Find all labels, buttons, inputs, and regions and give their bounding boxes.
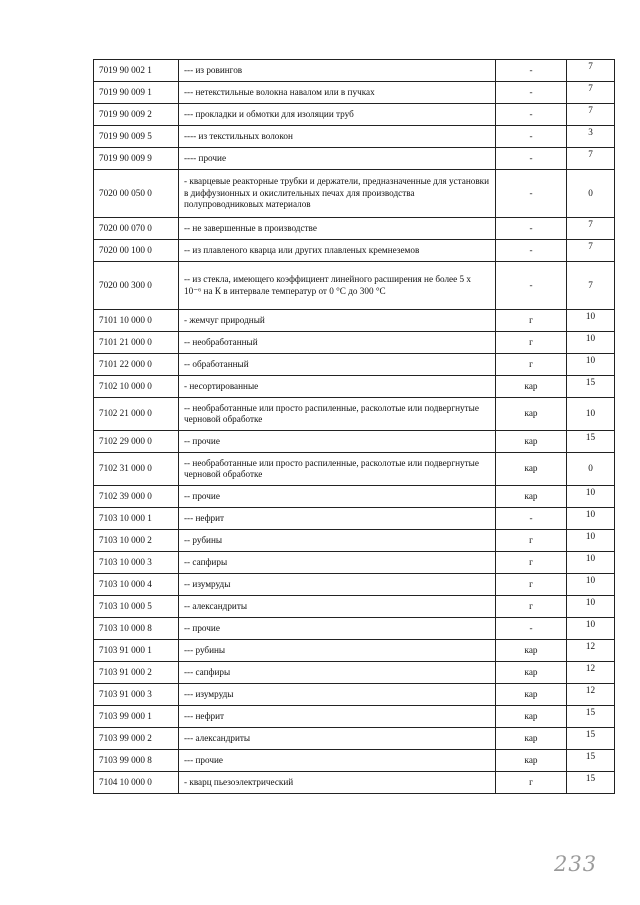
table-row — [94, 596, 615, 618]
table-row — [94, 552, 615, 574]
table-row — [94, 262, 615, 310]
code-cell: 7020 00 070 0 — [94, 218, 179, 240]
description-cell: --- нефрит — [179, 706, 496, 728]
code-cell: 7102 10 000 0 — [94, 376, 179, 398]
unit-cell: кар — [496, 662, 567, 684]
table-row — [94, 706, 615, 728]
table-row — [94, 148, 615, 170]
table-row — [94, 508, 615, 530]
unit-cell: кар — [496, 398, 567, 431]
rate-cell: 15 — [567, 376, 615, 398]
table-row — [94, 60, 615, 82]
rate-cell: 10 — [567, 596, 615, 618]
rate-cell: 10 — [567, 332, 615, 354]
description-cell: --- прочие — [179, 750, 496, 772]
rate-cell: 10 — [567, 618, 615, 640]
code-cell: 7019 90 009 2 — [94, 104, 179, 126]
rate-cell: 7 — [567, 240, 615, 262]
table-row — [94, 354, 615, 376]
description-cell: -- не завершенные в производстве — [179, 218, 496, 240]
description-cell: -- рубины — [179, 530, 496, 552]
description-cell: - кварц пьезоэлектрический — [179, 772, 496, 794]
description-cell: -- из плавленого кварца или других плавленых кремнеземов — [179, 240, 496, 262]
unit-cell: кар — [496, 750, 567, 772]
code-cell: 7101 22 000 0 — [94, 354, 179, 376]
unit-cell: г — [496, 574, 567, 596]
code-cell: 7102 21 000 0 — [94, 398, 179, 431]
table-row — [94, 398, 615, 431]
code-cell: 7103 10 000 3 — [94, 552, 179, 574]
description-cell: -- необработанные или просто распиленные, расколотые или подвергнутые черновой обработке — [179, 398, 496, 431]
code-cell: 7103 99 000 2 — [94, 728, 179, 750]
description-cell: ---- из текстильных волокон — [179, 126, 496, 148]
rate-cell: 12 — [567, 640, 615, 662]
code-cell: 7103 99 000 8 — [94, 750, 179, 772]
unit-cell: г — [496, 552, 567, 574]
description-cell: --- нетекстильные волокна навалом или в пучках — [179, 82, 496, 104]
tariff-table-body — [94, 60, 615, 794]
rate-cell: 7 — [567, 104, 615, 126]
rate-cell: 10 — [567, 574, 615, 596]
code-cell: 7103 10 000 1 — [94, 508, 179, 530]
description-cell: - кварцевые реакторные трубки и держатели, предназначенные для установки в диффузионных и окислительных печах для производства полупроводниковых материалов — [179, 170, 496, 218]
code-cell: 7102 29 000 0 — [94, 431, 179, 453]
code-cell: 7019 90 009 1 — [94, 82, 179, 104]
unit-cell: кар — [496, 376, 567, 398]
description-cell: --- рубины — [179, 640, 496, 662]
rate-cell: 10 — [567, 310, 615, 332]
unit-cell: - — [496, 104, 567, 126]
description-cell: - несортированные — [179, 376, 496, 398]
rate-cell: 15 — [567, 706, 615, 728]
code-cell: 7020 00 050 0 — [94, 170, 179, 218]
code-cell: 7103 91 000 3 — [94, 684, 179, 706]
code-cell: 7104 10 000 0 — [94, 772, 179, 794]
code-cell: 7019 90 009 5 — [94, 126, 179, 148]
code-cell: 7020 00 100 0 — [94, 240, 179, 262]
description-cell: -- прочие — [179, 618, 496, 640]
rate-cell: 0 — [567, 453, 615, 486]
table-row — [94, 684, 615, 706]
code-cell: 7103 10 000 8 — [94, 618, 179, 640]
rate-cell: 7 — [567, 148, 615, 170]
page-number: 233 — [554, 852, 598, 876]
table-row — [94, 750, 615, 772]
code-cell: 7101 10 000 0 — [94, 310, 179, 332]
description-cell: - жемчуг природный — [179, 310, 496, 332]
unit-cell: - — [496, 262, 567, 310]
table-row — [94, 310, 615, 332]
unit-cell: - — [496, 170, 567, 218]
unit-cell: - — [496, 60, 567, 82]
code-cell: 7101 21 000 0 — [94, 332, 179, 354]
table-row — [94, 453, 615, 486]
table-row — [94, 218, 615, 240]
rate-cell: 10 — [567, 398, 615, 431]
code-cell: 7102 31 000 0 — [94, 453, 179, 486]
tariff-table — [93, 59, 615, 794]
unit-cell: г — [496, 772, 567, 794]
rate-cell: 15 — [567, 431, 615, 453]
description-cell: -- александриты — [179, 596, 496, 618]
code-cell: 7103 10 000 5 — [94, 596, 179, 618]
description-cell: --- прокладки и обмотки для изоляции труб — [179, 104, 496, 126]
unit-cell: г — [496, 596, 567, 618]
description-cell: -- прочие — [179, 431, 496, 453]
description-cell: --- сапфиры — [179, 662, 496, 684]
description-cell: -- сапфиры — [179, 552, 496, 574]
rate-cell: 0 — [567, 170, 615, 218]
table-row — [94, 126, 615, 148]
description-cell: -- из стекла, имеющего коэффициент линейного расширения не более 5 х 10⁻⁶ на К в интервале температур от 0 °С до 300 °С — [179, 262, 496, 310]
unit-cell: кар — [496, 431, 567, 453]
code-cell: 7019 90 002 1 — [94, 60, 179, 82]
rate-cell: 7 — [567, 262, 615, 310]
description-cell: --- нефрит — [179, 508, 496, 530]
rate-cell: 10 — [567, 354, 615, 376]
unit-cell: кар — [496, 728, 567, 750]
unit-cell: - — [496, 126, 567, 148]
table-row — [94, 772, 615, 794]
code-cell: 7020 00 300 0 — [94, 262, 179, 310]
table-row — [94, 728, 615, 750]
description-cell: -- прочие — [179, 486, 496, 508]
table-row — [94, 574, 615, 596]
table-row — [94, 431, 615, 453]
description-cell: -- изумруды — [179, 574, 496, 596]
unit-cell: - — [496, 218, 567, 240]
rate-cell: 15 — [567, 728, 615, 750]
table-row — [94, 640, 615, 662]
unit-cell: кар — [496, 486, 567, 508]
rate-cell: 10 — [567, 530, 615, 552]
code-cell: 7103 10 000 2 — [94, 530, 179, 552]
unit-cell: - — [496, 618, 567, 640]
code-cell: 7103 91 000 2 — [94, 662, 179, 684]
table-row — [94, 332, 615, 354]
description-cell: --- изумруды — [179, 684, 496, 706]
rate-cell: 7 — [567, 60, 615, 82]
code-cell: 7103 91 000 1 — [94, 640, 179, 662]
description-cell: ---- прочие — [179, 148, 496, 170]
rate-cell: 7 — [567, 218, 615, 240]
table-row — [94, 104, 615, 126]
unit-cell: г — [496, 354, 567, 376]
unit-cell: - — [496, 82, 567, 104]
description-cell: --- александриты — [179, 728, 496, 750]
table-row — [94, 618, 615, 640]
table-row — [94, 662, 615, 684]
table-row — [94, 170, 615, 218]
table-row — [94, 376, 615, 398]
description-cell: -- необработанный — [179, 332, 496, 354]
code-cell: 7103 99 000 1 — [94, 706, 179, 728]
unit-cell: кар — [496, 684, 567, 706]
rate-cell: 10 — [567, 486, 615, 508]
rate-cell: 15 — [567, 772, 615, 794]
unit-cell: - — [496, 148, 567, 170]
rate-cell: 15 — [567, 750, 615, 772]
unit-cell: кар — [496, 706, 567, 728]
code-cell: 7103 10 000 4 — [94, 574, 179, 596]
description-cell: --- из ровингов — [179, 60, 496, 82]
rate-cell: 10 — [567, 552, 615, 574]
rate-cell: 3 — [567, 126, 615, 148]
unit-cell: г — [496, 310, 567, 332]
description-cell: -- необработанные или просто распиленные, расколотые или подвергнутые черновой обработке — [179, 453, 496, 486]
unit-cell: - — [496, 508, 567, 530]
code-cell: 7102 39 000 0 — [94, 486, 179, 508]
code-cell: 7019 90 009 9 — [94, 148, 179, 170]
table-row — [94, 530, 615, 552]
rate-cell: 7 — [567, 82, 615, 104]
rate-cell: 12 — [567, 662, 615, 684]
unit-cell: г — [496, 332, 567, 354]
table-row — [94, 240, 615, 262]
table-row — [94, 486, 615, 508]
description-cell: -- обработанный — [179, 354, 496, 376]
unit-cell: г — [496, 530, 567, 552]
table-row — [94, 82, 615, 104]
rate-cell: 12 — [567, 684, 615, 706]
unit-cell: кар — [496, 453, 567, 486]
unit-cell: - — [496, 240, 567, 262]
unit-cell: кар — [496, 640, 567, 662]
rate-cell: 10 — [567, 508, 615, 530]
